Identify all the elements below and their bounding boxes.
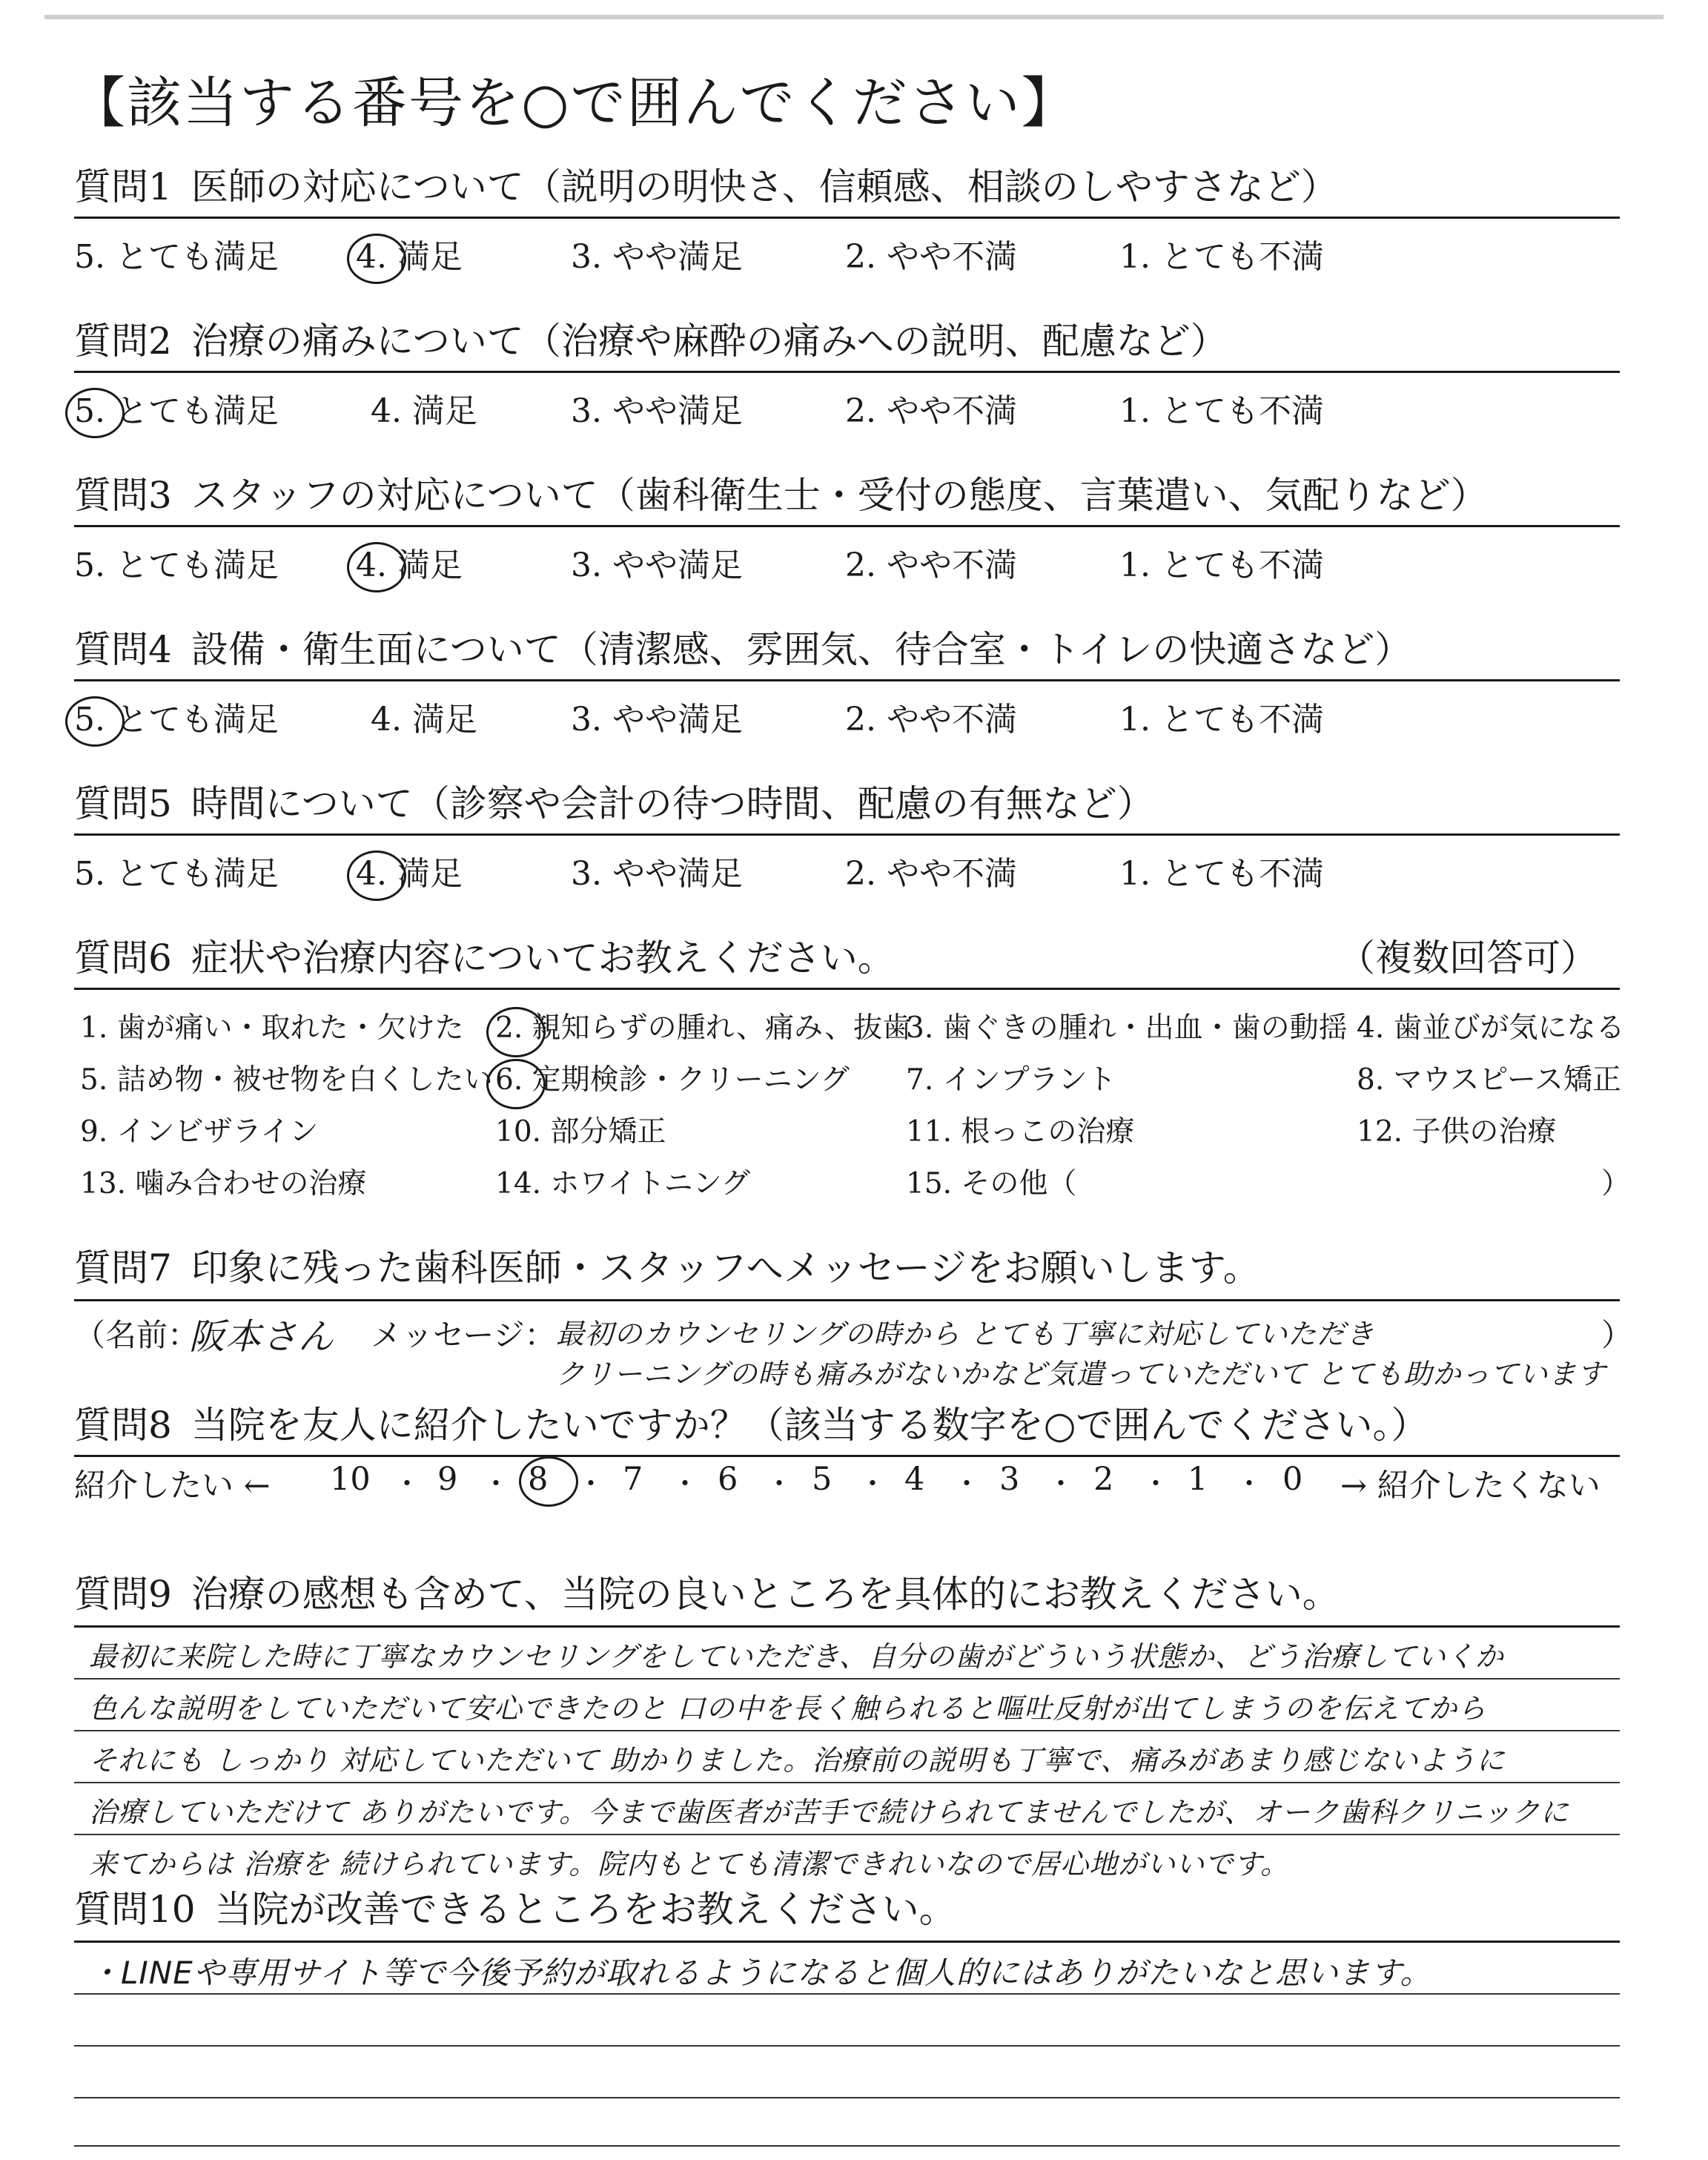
- divider: [74, 988, 1620, 990]
- question-number: 質問6: [74, 937, 172, 980]
- divider: [74, 1299, 1620, 1301]
- option-5[interactable]: 5. とても満足: [74, 546, 279, 584]
- scale-sep: ・: [1142, 1467, 1171, 1500]
- option-4-selected[interactable]: 4. 満足: [356, 238, 463, 276]
- question-number: 質問1: [74, 165, 172, 208]
- question-7: [74, 1246, 1620, 1290]
- question-6: [74, 936, 1620, 980]
- divider: [74, 217, 1620, 219]
- divider: [74, 833, 1620, 836]
- scale-sep: ・: [1235, 1467, 1264, 1500]
- writing-line: [74, 1782, 1620, 1783]
- scale-left-label: 紹介したい ←: [74, 1467, 271, 1505]
- question-number: 質問5: [74, 782, 172, 825]
- option-4[interactable]: 4. 満足: [371, 392, 477, 430]
- scale-4[interactable]: 4: [904, 1461, 925, 1498]
- treatment-option-14[interactable]: 14. ホワイトニング: [495, 1167, 750, 1200]
- scale-sep: ・: [482, 1467, 511, 1500]
- option-4-selected[interactable]: 4. 満足: [356, 546, 463, 584]
- question-1: [74, 165, 1620, 209]
- scale-7[interactable]: 7: [623, 1461, 643, 1498]
- writing-line: [74, 2045, 1620, 2047]
- divider: [74, 525, 1620, 527]
- question-title: 当院が改善できるところをお教えください。: [214, 1888, 956, 1931]
- question-3: [74, 473, 1620, 518]
- treatment-option-4[interactable]: 4. 歯並びが気になる: [1357, 1011, 1625, 1045]
- writing-line: [74, 2097, 1620, 2098]
- option-3[interactable]: 3. やや満足: [571, 238, 743, 276]
- message-area: [74, 1311, 1633, 1393]
- treatment-option-3[interactable]: 3. 歯ぐきの腫れ・出血・歯の動揺: [906, 1011, 1348, 1045]
- option-3[interactable]: 3. やや満足: [571, 701, 743, 739]
- writing-line: [74, 1730, 1620, 1731]
- question-number: 質問9: [74, 1573, 172, 1616]
- scale-10[interactable]: 10: [330, 1461, 371, 1498]
- q10-answer-line-1[interactable]: ・LINEや専用サイト等で今後予約が取れるようになると個人的にはありがたいなと思います。: [89, 1955, 1432, 1991]
- option-5[interactable]: 5. とても満足: [74, 238, 279, 276]
- option-2[interactable]: 2. やや不満: [845, 392, 1017, 430]
- option-2[interactable]: 2. やや不満: [845, 855, 1017, 893]
- option-5-selected[interactable]: 5. とても満足: [74, 392, 279, 430]
- treatment-option-2-selected[interactable]: 2. 親知らずの腫れ、痛み、抜歯: [495, 1011, 912, 1045]
- writing-line: [74, 1993, 1620, 1995]
- scale-sep: ・: [1047, 1467, 1076, 1500]
- divider: [74, 1455, 1620, 1457]
- question-10: [74, 1887, 1620, 1932]
- scale-6[interactable]: 6: [718, 1461, 738, 1498]
- question-title: 設備・衛生面について（清潔感、雰囲気、待合室・トイレの快適さなど）: [191, 628, 1412, 671]
- question-title: 印象に残った歯科医師・スタッフへメッセージをお願いします。: [191, 1246, 1260, 1289]
- q9-answer-line-5[interactable]: 来てからは 治療を 続けられています。院内もとても清潔できれいなので居心地がいいです。: [89, 1848, 1290, 1880]
- question-8: [74, 1403, 1620, 1447]
- option-5-selected[interactable]: 5. とても満足: [74, 701, 279, 739]
- scale-sep: ・: [393, 1467, 422, 1500]
- treatment-option-7[interactable]: 7. インプラント: [906, 1063, 1116, 1097]
- treatment-option-13[interactable]: 13. 噛み合わせの治療: [80, 1167, 367, 1200]
- option-1[interactable]: 1. とても不満: [1119, 546, 1324, 584]
- multiple-answers-note: （複数回答可）: [1338, 937, 1598, 980]
- q9-answer-line-4[interactable]: 治療していただけて ありがたいです。今まで歯医者が苦手で続けられてませんでしたが、オーク歯科クリニックに: [89, 1796, 1569, 1829]
- question-title: 症状や治療内容についてお教えください。: [191, 937, 895, 980]
- scale-5[interactable]: 5: [812, 1461, 833, 1498]
- scale-0[interactable]: 0: [1282, 1461, 1303, 1498]
- question-number: 質問7: [74, 1246, 172, 1289]
- writing-line: [74, 1678, 1620, 1680]
- scale-sep: ・: [858, 1467, 887, 1500]
- question-title: 当院を友人に紹介したいですか？（該当する数字を○で囲んでください。）: [191, 1404, 1429, 1447]
- divider: [74, 371, 1620, 373]
- question-number: 質問2: [74, 320, 172, 363]
- treatment-option-10[interactable]: 10. 部分矯正: [495, 1115, 666, 1149]
- scale-sep: ・: [953, 1467, 982, 1500]
- question-number: 質問10: [74, 1888, 196, 1931]
- name-label: （名前：: [74, 1317, 199, 1353]
- question-title: 治療の感想も含めて、当院の良いところを具体的にお教えください。: [191, 1573, 1340, 1616]
- option-5[interactable]: 5. とても満足: [74, 855, 279, 893]
- question-title: 医師の対応について（説明の明快さ、信頼感、相談のしやすさなど）: [191, 165, 1338, 208]
- treatment-option-11[interactable]: 11. 根っこの治療: [906, 1115, 1135, 1149]
- option-1[interactable]: 1. とても不満: [1119, 701, 1324, 739]
- divider: [74, 1625, 1620, 1628]
- option-3[interactable]: 3. やや満足: [571, 855, 743, 893]
- divider: [74, 1941, 1620, 1943]
- treatment-option-5[interactable]: 5. 詰め物・被せ物を白くしたい: [80, 1063, 493, 1097]
- message-close-paren: ）: [1601, 1317, 1633, 1353]
- treatment-option-9[interactable]: 9. インビザライン: [80, 1115, 319, 1149]
- q9-answer-line-1[interactable]: 最初に来院した時に丁寧なカウンセリングをしていただき、自分の歯がどういう状態か、どう治療していくか: [89, 1640, 1504, 1673]
- scale-1[interactable]: 1: [1188, 1461, 1208, 1498]
- treatment-options: [74, 1005, 1631, 1212]
- scale-sep: ・: [671, 1467, 700, 1500]
- scale-2[interactable]: 2: [1093, 1461, 1114, 1498]
- treatment-option-6-selected[interactable]: 6. 定期検診・クリーニング: [495, 1063, 850, 1097]
- writing-line: [74, 2145, 1620, 2147]
- q9-answer-line-3[interactable]: それにも しっかり 対応していただいて 助かりました。治療前の説明も丁寧で、痛みがあまり感じないように: [89, 1744, 1506, 1777]
- option-1[interactable]: 1. とても不満: [1119, 392, 1324, 430]
- option-1[interactable]: 1. とても不満: [1119, 855, 1324, 893]
- option-4-selected[interactable]: 4. 満足: [356, 855, 463, 893]
- message-line-1[interactable]: 最初のカウンセリングの時から とても丁寧に対応していただき: [556, 1318, 1375, 1350]
- option-2[interactable]: 2. やや不満: [845, 238, 1017, 276]
- question-4: [74, 627, 1620, 672]
- option-2[interactable]: 2. やや不満: [845, 701, 1017, 739]
- question-title: スタッフの対応について（歯科衛生士・受付の態度、言葉遣い、気配りなど）: [191, 474, 1488, 517]
- writing-line: [74, 1834, 1620, 1835]
- option-2[interactable]: 2. やや不満: [845, 546, 1017, 584]
- question-title: 治療の痛みについて（治療や麻酔の痛みへの説明、配慮など）: [191, 320, 1228, 363]
- scale-sep: ・: [577, 1467, 606, 1500]
- message-line-2[interactable]: クリーニングの時も痛みがないかなど気遣っていただいて とても助かっています: [556, 1358, 1606, 1390]
- name-value[interactable]: 阪本さん: [189, 1316, 335, 1358]
- question-number: 質問3: [74, 474, 172, 517]
- option-1[interactable]: 1. とても不満: [1119, 238, 1324, 276]
- option-4[interactable]: 4. 満足: [371, 701, 477, 739]
- treatment-option-12[interactable]: 12. 子供の治療: [1357, 1115, 1557, 1149]
- question-title: 時間について（診察や会計の待つ時間、配慮の有無など）: [191, 782, 1154, 825]
- question-5: [74, 782, 1620, 826]
- option-3[interactable]: 3. やや満足: [571, 392, 743, 430]
- treatment-option-8[interactable]: 8. マウスピース矯正: [1357, 1063, 1621, 1097]
- scale-sep: ・: [765, 1467, 794, 1500]
- question-number: 質問4: [74, 628, 172, 671]
- message-label: メッセージ：: [371, 1317, 556, 1353]
- scale-3[interactable]: 3: [999, 1461, 1020, 1498]
- top-border: [44, 15, 1664, 19]
- scale-right-label: → 紹介したくない: [1340, 1467, 1601, 1505]
- question-9: [74, 1572, 1620, 1616]
- question-number: 質問8: [74, 1404, 172, 1447]
- scale-9[interactable]: 9: [437, 1461, 458, 1498]
- option-3[interactable]: 3. やや満足: [571, 546, 743, 584]
- divider: [74, 679, 1620, 681]
- other-close-paren: ）: [1601, 1167, 1631, 1200]
- treatment-option-15-other[interactable]: 15. その他（: [906, 1167, 1077, 1200]
- question-2: [74, 319, 1620, 363]
- q9-answer-line-2[interactable]: 色んな説明をしていただいて安心できたのと 口の中を長く触られると嘔吐反射が出てしまうのを伝えてから: [89, 1692, 1487, 1725]
- treatment-option-1[interactable]: 1. 歯が痛い・取れた・欠けた: [80, 1011, 464, 1045]
- page-heading: 【該当する番号を○で囲んでください】: [70, 71, 1078, 135]
- recommendation-scale: 紹介したい ← 10 ・ 9 ・ 8 ・ 7 ・ 6 ・ 5 ・ 4 ・ 3 ・ 2 ・ 1 ・ 0 → 紹介したくない: [74, 1461, 1601, 1505]
